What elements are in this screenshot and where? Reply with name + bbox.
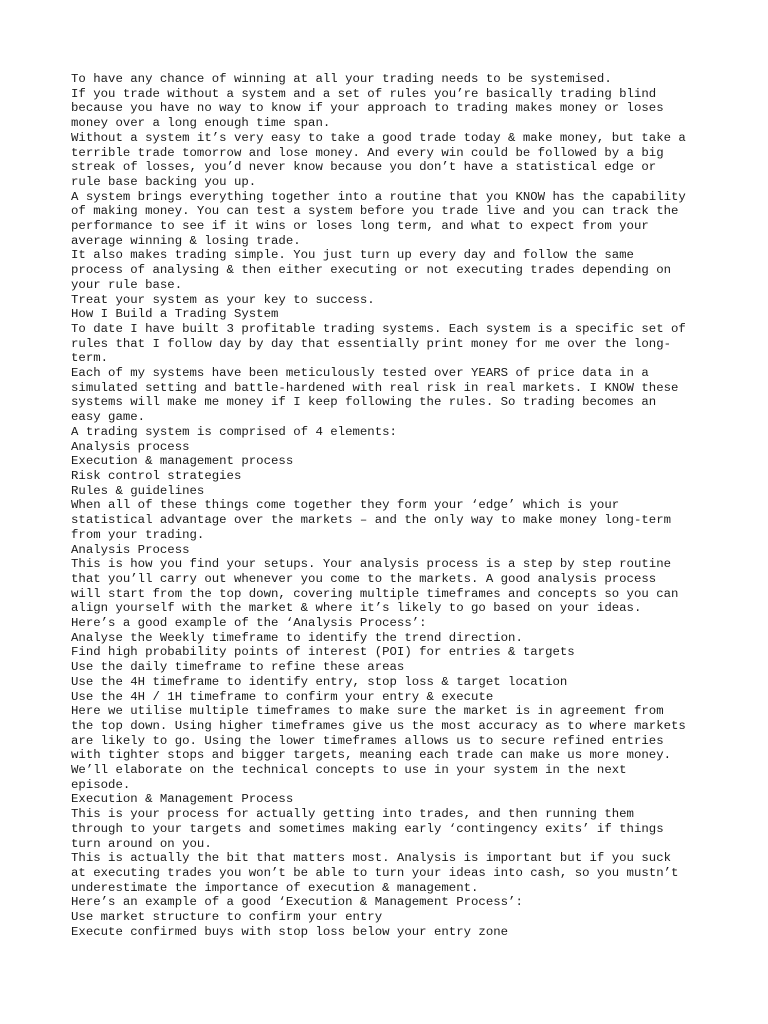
text-line: To date I have built 3 profitable trading systems. Each system is a specific set of: [71, 321, 686, 336]
text-line: because you have no way to know if your approach to trading makes money or loses: [71, 101, 664, 116]
text-line: Use the 4H / 1H timeframe to confirm your entry & execute: [71, 689, 494, 704]
text-line: Analysis Process: [71, 542, 190, 557]
text-line: A trading system is comprised of 4 elements:: [71, 424, 397, 439]
text-line: easy game.: [71, 410, 146, 425]
document-body: [71, 72, 711, 939]
text-line: Use the 4H timeframe to identify entry, stop loss & target location: [71, 674, 568, 689]
text-line: When all of these things come together they form your ‘edge’ which is your: [71, 498, 620, 513]
text-line: Each of my systems have been meticulously tested over YEARS of price data in a: [71, 366, 649, 381]
text-line: performance to see if it wins or loses long term, and what to expect from your: [71, 219, 649, 234]
text-line: Treat your system as your key to success.: [71, 292, 375, 307]
text-line: This is your process for actually getting into trades, and then running them: [71, 807, 634, 822]
text-line: from your trading.: [71, 527, 205, 542]
text-line: Risk control strategies: [71, 468, 242, 483]
text-line: money over a long enough time span.: [71, 116, 331, 131]
text-line: A system brings everything together into a routine that you KNOW has the capability: [71, 189, 686, 204]
text-line: of making money. You can test a system before you trade live and you can track the: [71, 204, 679, 219]
text-line: Find high probability points of interest (POI) for entries & targets: [71, 645, 575, 660]
text-line: Here we utilise multiple timeframes to make sure the market is in agreement from: [71, 704, 664, 719]
text-line: Rules & guidelines: [71, 483, 205, 498]
text-line: your rule base.: [71, 277, 183, 292]
text-line: Execution & management process: [71, 454, 294, 469]
text-line: How I Build a Trading System: [71, 307, 279, 322]
text-line: To have any chance of winning at all your trading needs to be systemised.: [71, 72, 612, 86]
text-line: Use market structure to confirm your entry: [71, 910, 383, 925]
text-line: Execute confirmed buys with stop loss below your entry zone: [71, 924, 509, 939]
text-line: Use the daily timeframe to refine these areas: [71, 660, 405, 675]
text-line: simulated setting and battle-hardened with real risk in real markets. I KNOW these: [71, 380, 679, 395]
text-line: process of analysing & then either executing or not executing trades depending on: [71, 263, 672, 278]
text-line: systems will make me money if I keep following the rules. So trading becomes an: [71, 395, 657, 410]
text-line: Here’s an example of a good ‘Execution & Management Process’:: [71, 895, 523, 910]
text-line: with tighter stops and bigger targets, meaning each trade can make us more money.: [71, 748, 672, 763]
text-line: underestimate the importance of execution & management.: [71, 880, 479, 895]
text-line: the top down. Using higher timeframes give us the most accuracy as to where markets: [71, 718, 686, 733]
text-line: term.: [71, 351, 109, 366]
text-line: streak of losses, you’d never know because you don’t have a statistical edge or: [71, 160, 657, 175]
text-line: episode.: [71, 777, 131, 792]
text-line: Here’s a good example of the ‘Analysis Process’:: [71, 616, 427, 631]
text-line: terrible trade tomorrow and lose money. And every win could be followed by a big: [71, 145, 664, 160]
text-line: turn around on you.: [71, 836, 212, 851]
text-line: Analyse the Weekly timeframe to identify the trend direction.: [71, 630, 523, 645]
text-line: rule base backing you up.: [71, 174, 257, 189]
text-line: It also makes trading simple. You just turn up every day and follow the same: [71, 248, 634, 263]
text-line: average winning & losing trade.: [71, 233, 301, 248]
text-line: statistical advantage over the markets – and the only way to make money long-term: [71, 513, 672, 528]
text-line: will start from the top down, covering multiple timeframes and concepts so you can: [71, 586, 679, 601]
text-line: Without a system it’s very easy to take a good trade today & make money, but take a: [71, 130, 686, 145]
text-line: We’ll elaborate on the technical concepts to use in your system in the next: [71, 763, 627, 778]
text-line: through to your targets and sometimes making early ‘contingency exits’ if things: [71, 821, 664, 836]
text-line: Analysis process: [71, 439, 190, 454]
text-line: that you’ll carry out whenever you come to the markets. A good analysis process: [71, 571, 657, 586]
text-line: This is actually the bit that matters most. Analysis is important but if you suck: [71, 851, 672, 866]
text-line: If you trade without a system and a set of rules you’re basically trading blind: [71, 86, 657, 101]
text-line: rules that I follow day by day that essentially print money for me over the long-: [71, 336, 672, 351]
text-line: at executing trades you won’t be able to turn your ideas into cash, so you mustn’t: [71, 865, 679, 880]
text-line: are likely to go. Using the lower timeframes allows us to secure refined entries: [71, 733, 664, 748]
text-line: align yourself with the market & where it’s likely to go based on your ideas.: [71, 601, 642, 616]
text-line: Execution & Management Process: [71, 792, 294, 807]
text-line: This is how you find your setups. Your analysis process is a step by step routine: [71, 557, 672, 572]
